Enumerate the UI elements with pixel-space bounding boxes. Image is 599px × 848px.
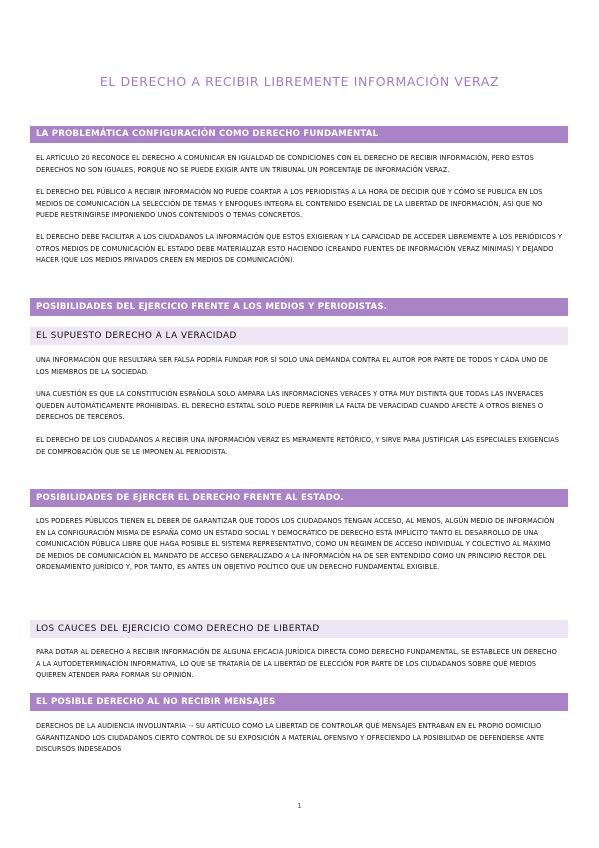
subsection-heading-cauces: LOS CAUCES DEL EJERCICIO COMO DERECHO DE LIBERTAD [30, 620, 568, 638]
paragraph: EL DERECHO DEL PÚBLICO A RECIBIR INFORMACIÓN NO PUEDE COARTAR A LOS PERIODISTAS A LA HORA DE DECIDIR QUÉ Y CÓMO SE PUBLICA EN LOS MEDIOS DE COMUNICACIÓN LA SELECCIÓN DE TEMAS Y ENFOQUES INTEGRA EL CONTENIDO ESENCIAL DE LA LIBERTAD DE INFORMACIÓN, ASÍ QUE NO PUEDE RESTRINGIRSE IMPONIENDO UNOS CONTENIDOS O TEMAS CONCRETOS. [36, 188, 543, 220]
section-heading-posibilidades-estado: POSIBILIDADES DE EJERCER EL DERECHO FRENTE AL ESTADO. [30, 489, 568, 507]
paragraph: UNA INFORMACIÓN QUE RESULTARA SER FALSA PODRÍA FUNDAR POR SÍ SOLO UNA DEMANDA CONTRA EL AUTOR POR PARTE DE TODOS Y CADA UNO DE LOS MIEMBROS DE LA SOCIEDAD. [36, 356, 548, 376]
section-heading-posibilidades-medios: POSIBILIDADES DEL EJERCICIO FRENTE A LOS MEDIOS Y PERIODISTAS. [30, 298, 568, 316]
arrow-right-icon: → [188, 722, 194, 730]
paragraph: EL DERECHO DE LOS CIUDADANOS A RECIBIR UNA INFORMACIÓN VERAZ ES MERAMENTE RETÓRICO, Y SIRVE PARA JUSTIFICAR LAS ESPECIALES EXIGENCIAS DE COMPROBACIÓN QUE SE LE IMPONEN AL PERIODISTA. [36, 436, 559, 456]
paragraph-lead: DERECHOS DE LA AUDIENCIA INVOLUNTARIA [36, 722, 186, 730]
paragraph-rest: SU ARTÍCULO COMO LA LIBERTAD DE CONTROLAR QUÉ MENSAJES ENTRABAN EN EL PROPIO DOMICILIO GARANTIZANDO LOS CIUDADANOS CIERTO CONTROL DE SU EXPOSICIÓN A MATERIAL OFENSIVO Y OFRECIENDO LA POSIBILIDAD DE DEFENDERSE ANTE DISCURSOS INDESEADOS [36, 722, 545, 754]
document-title: EL DERECHO A RECIBIR LIBREMENTE INFORMACIÓN VERAZ [99, 74, 500, 89]
paragraph: EL DERECHO DEBE FACILITAR A LOS CIUDADANOS LA INFORMACIÓN QUE ESTOS EXIGIERAN Y LA CAPACIDAD DE ACCEDER LIBREMENTE A LOS PERIÓDICOS Y OTROS MEDIOS DE COMUNICACIÓN EL ESTADO DEBE MATERIALIZAR ESTO HACIENDO (CREANDO FUENTES DE INFORMACIÓN VERAZ MÍNIMAS) Y DEJANDO HACER (QUE LOS MEDIOS PRIVADOS CREEN EN MEDIOS DE COMUNICACIÓN). [36, 233, 563, 265]
page-number: 1 [297, 802, 302, 810]
paragraph: UNA CUESTIÓN ES QUE LA CONSTITUCIÓN ESPAÑOLA SOLO AMPARA LAS INFORMACIONES VERACES Y OTRA MUY DISTINTA QUE TODAS LAS INVERACES QUEDEN AUTOMÁTICAMENTE PROHIBIDAS. EL DERECHO ESTATAL SOLO PUEDE REPRIMIR LA FALTA DE VERACIDAD CUANDO AFECTE A OTROS BIENES O DERECHOS DE TERCEROS. [36, 390, 544, 422]
paragraph: PARA DOTAR AL DERECHO A RECIBIR INFORMACIÓN DE ALGUNA EFICACIA JURÍDICA DIRECTA COMO DERECHO FUNDAMENTAL, SE ESTABLECE UN DERECHO A LA AUTODETERMINACIÓN INFORMATIVA, LO QUE SE TRATARÍA DE LA LIBERTAD DE ELECCIÓN POR PARTE DE LOS CIUDADANOS SOBRE QUÉ MEDIOS QUIEREN ATENDER PARA FORMAR SU OPINIÓN. [36, 648, 557, 680]
paragraph: EL ARTÍCULO 20 RECONOCE EL DERECHO A COMUNICAR EN IGUALDAD DE CONDICIONES CON EL DERECHO DE RECIBIR INFORMACIÓN, PERO ESTOS DERECHOS NO SON IGUALES, PORQUE NO SE PUEDE EXIGIR ANTE UN TRIBUNAL UN PORCENTAJE DE INFORMACIÓN VERAZ. [36, 154, 534, 174]
section-heading-no-recibir: EL POSIBLE DERECHO AL NO RECIBIR MENSAJES [30, 693, 568, 711]
subsection-heading-veracidad: EL SUPUESTO DERECHO A LA VERACIDAD [30, 327, 568, 345]
section-heading-problematica: LA PROBLEMÁTICA CONFIGURACIÓN COMO DERECHO FUNDAMENTAL [30, 126, 568, 143]
paragraph [36, 721, 562, 756]
paragraph: LOS PODERES PÚBLICOS TIENEN EL DEBER DE GARANTIZAR QUE TODOS LOS CIUDADANOS TENGAN ACCESO, AL MENOS, ALGÚN MEDIO DE INFORMACIÓN EN LA CONFIGURACIÓN MISMA DE ESPAÑA COMO UN ESTADO SOCIAL Y DEMOCRÁTICO DE DERECHO ESTÁ IMPLÍCITO TANTO EL DESARROLLO DE UNA COMUNICACIÓN PÚBLICA LIBRE QUE HAGA POSIBLE EL SISTEMA REPRESENTATIVO, COMO UN RÉGIMEN DE ACCESO INDIVIDUAL Y COLECTIVO AL MÁXIMO DE MEDIOS DE COMUNICACIÓN EL MANDATO DE ACCESO GENERALIZADO A LA INFORMACIÓN HA DE SER ENTENDIDO COMO UN PRINCIPIO RECTOR DEL ORDENAMIENTO JURÍDICO Y, POR TANTO, ES ANTES UN OBJETIVO POLÍTICO QUE UN DERECHO FUNDAMENTAL EXIGIBLE. [36, 517, 555, 572]
